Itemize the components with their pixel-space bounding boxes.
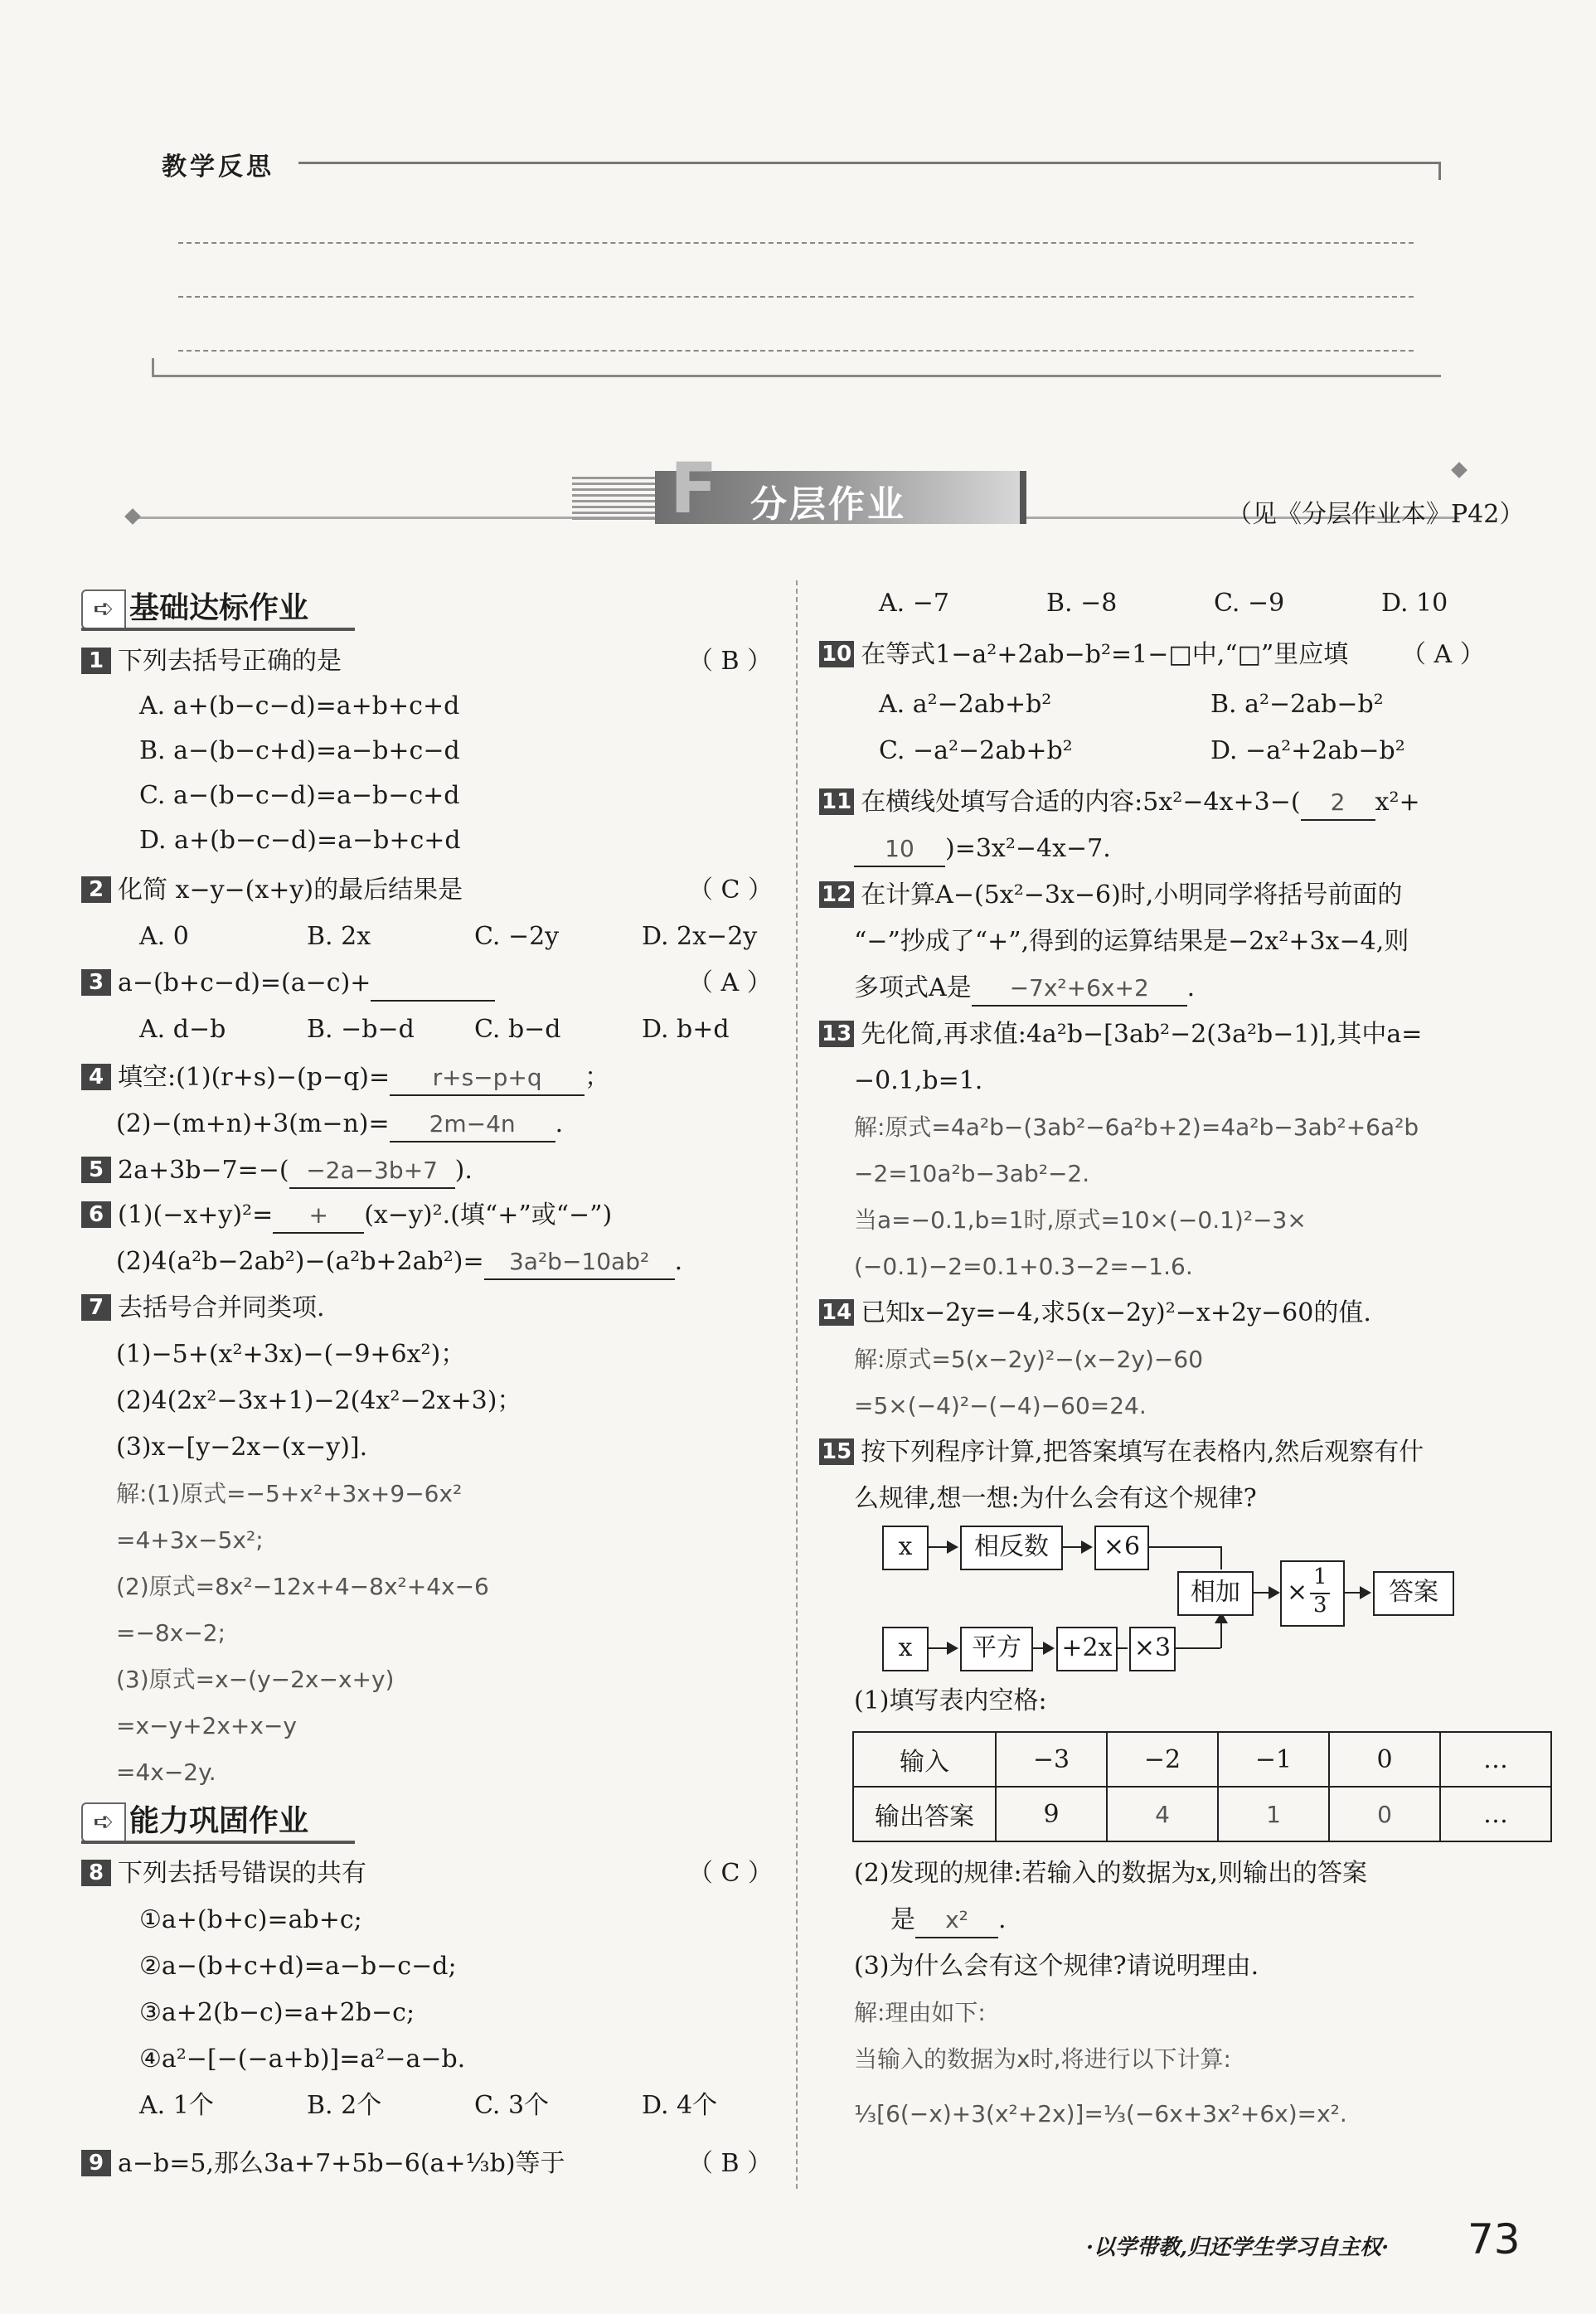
answer-choice: （ C ） (688, 876, 774, 905)
option: D. −a²+2ab−b² (1210, 736, 1405, 765)
banner-reference: （见《分层作业本》P42） (1227, 500, 1525, 529)
answer-choice: （ C ） (688, 1859, 774, 1888)
flow-result: 答案 (1373, 1571, 1454, 1616)
solution-line: =4x−2y. (116, 1759, 216, 1786)
question-10 (819, 638, 1348, 672)
reflection-writing-line (178, 242, 1414, 244)
solution-line: =4+3x−5x²; (116, 1526, 264, 1554)
table-cell: … (1440, 1787, 1551, 1841)
option: A. d−b (139, 1015, 226, 1044)
arrow-head-icon (1081, 1540, 1093, 1554)
flow-connector (1147, 1546, 1220, 1548)
table-cell-handwritten: 4 (1107, 1787, 1218, 1841)
question-stem: 么规律,想一想:为什么会有这个规律? (854, 1484, 1257, 1513)
flow-step-add: 相加 (1177, 1571, 1254, 1616)
section-heading-label: 能力巩固作业 (129, 1804, 309, 1838)
option: B. a−(b−c+d)=a−b+c−d (139, 736, 460, 765)
question-stem: 在计算A−(5x²−3x−6)时,小明同学将括号前面的 (861, 880, 1403, 910)
table-cell: −1 (1218, 1732, 1329, 1787)
table-cell: −2 (1107, 1732, 1218, 1787)
option: B. a²−2ab−b² (1210, 690, 1384, 719)
flow-step-times-third (1280, 1560, 1345, 1627)
question-15-part-2: (2)发现的规律:若输入的数据为x,则输出的答案 (854, 1859, 1368, 1888)
handwritten-answer: 2 (1301, 786, 1375, 821)
table-cell: −3 (996, 1732, 1107, 1787)
question-15-part-3: (3)为什么会有这个规律?请说明理由. (854, 1952, 1259, 1981)
column-divider (796, 580, 798, 2189)
question-stem: 2a+3b−7=−( (118, 1156, 289, 1185)
question-number: 11 (819, 788, 854, 815)
question-stem: 下列去括号正确的是 (118, 647, 342, 676)
option: D. 2x−2y (642, 922, 758, 951)
solution-line: =x−y+2x+x−y (116, 1712, 297, 1739)
question-8 (81, 1857, 366, 1890)
question-number: 13 (819, 1021, 854, 1047)
question-4-part-2 (116, 1108, 563, 1142)
sub-item: ①a+(b+c)=ab+c; (139, 1905, 362, 1934)
question-number: 3 (81, 969, 111, 996)
question-stem: −0.1,b=1. (854, 1066, 983, 1095)
solution-line: 当输入的数据为x时,将进行以下计算: (854, 2045, 1231, 2073)
reflection-bottom-rule (152, 375, 1441, 377)
question-number: 1 (81, 648, 111, 674)
solution-line: (3)原式=x−(y−2x−x+y) (116, 1666, 395, 1693)
handwritten-answer: −2a−3b+7 (289, 1154, 455, 1189)
reflection-right-edge (1438, 162, 1441, 180)
section-heading-ability (81, 1797, 355, 1844)
section-heading-basic (81, 585, 355, 631)
flow-arrow (1116, 1647, 1128, 1649)
handwritten-answer: + (273, 1199, 364, 1234)
question-stem: (2)4(a²b−2ab²)−(a²b+2ab²)= (116, 1247, 484, 1276)
option: D. a+(b−c−d)=a−b+c+d (139, 826, 461, 855)
question-stem: a−(b+c−d)=(a−c)+ (118, 968, 371, 997)
question-4 (81, 1061, 609, 1096)
question-number: 9 (81, 2150, 111, 2176)
option: D. 4个 (642, 2091, 718, 2120)
option: A. 0 (139, 922, 189, 951)
question-11-continued (854, 832, 1111, 867)
reflection-left-edge (152, 358, 154, 376)
question-7 (81, 1292, 325, 1325)
solution-line: (2)原式=8x²−12x+4−8x²+4x−6 (116, 1573, 489, 1600)
footer-slogan: ·以学带教,归还学生学习自主权· (1086, 2235, 1390, 2260)
arrow-icon: ➪ (81, 1802, 126, 1842)
reflection-title: 教学反思 (162, 153, 274, 182)
solution-line: −2=10a²b−3ab²−2. (854, 1160, 1090, 1187)
question-stem-end: )=3x²−4x−7. (945, 834, 1111, 863)
flow-connector (1174, 1647, 1220, 1649)
option: C. b−d (474, 1015, 561, 1044)
banner-diamond-left (124, 508, 141, 525)
question-6-part-2 (116, 1245, 682, 1280)
question-stem: 先化简,再求值:4a²b−[3ab²−2(3a²b−1)],其中a= (861, 1020, 1423, 1049)
fraction-denominator: 3 (1313, 1593, 1327, 1618)
question-12-answer-line (854, 972, 1195, 1007)
solution-line: 解:理由如下: (854, 1999, 986, 2026)
section-heading-underline (81, 1841, 355, 1844)
page-number: 73 (1467, 2215, 1521, 2263)
answer-blank (371, 967, 495, 1002)
question-stem-end: x²+ (1375, 788, 1420, 817)
handwritten-answer: 2m−4n (390, 1108, 555, 1142)
punctuation: . (555, 1109, 564, 1138)
question-stem: “−”抄成了“+”,得到的运算结果是−2x²+3x−4,则 (854, 927, 1409, 956)
question-stem: (1)(−x+y)²= (118, 1201, 274, 1230)
question-14 (819, 1297, 1371, 1330)
io-table (852, 1731, 1552, 1842)
punctuation: ； (585, 1063, 610, 1092)
answer-choice: （ A ） (1401, 640, 1485, 669)
table-cell: 0 (1329, 1732, 1440, 1787)
option: B. 2个 (307, 2091, 382, 2120)
question-number: 7 (81, 1294, 111, 1321)
question-13 (819, 1018, 1422, 1051)
question-number: 12 (819, 881, 854, 908)
question-15 (819, 1436, 1424, 1469)
question-stem: 是 (890, 1905, 915, 1934)
question-stem: 去括号合并同类项. (118, 1293, 325, 1322)
banner-stripes (572, 477, 663, 520)
table-cell: … (1440, 1732, 1551, 1787)
times-sign: × (1287, 1578, 1308, 1607)
table-cell: 9 (996, 1787, 1107, 1841)
solution-line: 解:原式=4a²b−(3ab²−6a²b+2)=4a²b−3ab²+6a²b (854, 1113, 1419, 1141)
question-number: 5 (81, 1157, 111, 1183)
punctuation: . (674, 1247, 683, 1276)
punctuation: . (998, 1905, 1007, 1934)
reflection-writing-line (178, 350, 1414, 352)
sub-item: ④a²−[−(−a+b)]=a²−a−b. (139, 2045, 466, 2074)
question-number: 14 (819, 1299, 854, 1326)
flow-step-times3: ×3 (1129, 1627, 1176, 1671)
question-stem: 已知x−2y=−4,求5(x−2y)²−x+2y−60的值. (861, 1298, 1371, 1327)
question-stem: (2)−(m+n)+3(m−n)= (116, 1109, 390, 1138)
solution-line: =5×(−4)²−(−4)−60=24. (854, 1392, 1147, 1419)
table-header-cell: 输入 (853, 1732, 996, 1787)
arrow-head-icon (1360, 1586, 1371, 1599)
table-cell-handwritten: 1 (1218, 1787, 1329, 1841)
question-3 (81, 967, 495, 1002)
handwritten-answer: x² (915, 1904, 998, 1938)
option: D. 10 (1381, 589, 1448, 618)
option: C. −2y (474, 922, 560, 951)
handwritten-answer: r+s−p+q (390, 1061, 585, 1096)
solution-line: 解:原式=5(x−2y)²−(x−2y)−60 (854, 1346, 1204, 1373)
option: C. −a²−2ab+b² (879, 736, 1073, 765)
question-1 (81, 645, 342, 678)
question-15-part-1: (1)填写表内空格: (854, 1686, 1047, 1715)
arrow-head-icon (947, 1540, 958, 1554)
question-number: 10 (819, 641, 854, 667)
sub-item: ②a−(b+c+d)=a−b−c−d; (139, 1952, 457, 1981)
section-heading-label: 基础达标作业 (129, 591, 309, 625)
reflection-writing-line (178, 296, 1414, 298)
flow-step-negate: 相反数 (960, 1526, 1063, 1570)
question-5 (81, 1154, 473, 1189)
sub-item: (2)4(2x²−3x+1)−2(4x²−2x+3)； (116, 1386, 522, 1415)
arrow-head-icon (1043, 1642, 1055, 1655)
question-number: 4 (81, 1064, 111, 1090)
table-row (853, 1732, 1551, 1787)
question-number: 2 (81, 876, 111, 903)
question-stem: a−b=5,那么3a+7+5b−6(a+⅓b)等于 (118, 2149, 565, 2178)
question-15-part-2-answer (890, 1904, 1007, 1938)
flow-step-plus2x: +2x (1056, 1627, 1118, 1671)
flow-step-square: 平方 (960, 1627, 1033, 1671)
table-header-cell: 输出答案 (853, 1787, 996, 1841)
option: A. a²−2ab+b² (879, 690, 1052, 719)
option: A. 1个 (139, 2091, 214, 2120)
fraction-numerator: 1 (1313, 1564, 1327, 1589)
question-number: 6 (81, 1201, 111, 1228)
table-row (853, 1787, 1551, 1841)
question-stem: 化简 x−y−(x+y)的最后结果是 (118, 876, 463, 905)
question-9 (81, 2147, 565, 2181)
question-stem: 在等式1−a²+2ab−b²=1−□中,“□”里应填 (861, 640, 1349, 669)
answer-choice: （ B ） (688, 647, 773, 676)
question-number: 8 (81, 1860, 111, 1886)
flow-input-x: x (882, 1526, 929, 1570)
sub-item: ③a+2(b−c)=a+2b−c; (139, 1998, 415, 2027)
punctuation: . (1186, 973, 1196, 1002)
option: C. 3个 (474, 2091, 550, 2120)
question-number: 15 (819, 1438, 854, 1465)
section-heading-underline (81, 628, 355, 631)
arrow-icon: ➪ (81, 589, 126, 629)
flow-step-times6: ×6 (1094, 1526, 1149, 1570)
solution-line: 解:(1)原式=−5+x²+3x+9−6x² (116, 1480, 463, 1507)
solution-line: 当a=−0.1,b=1时,原式=10×(−0.1)²−3× (854, 1206, 1307, 1234)
flow-connector (1220, 1546, 1222, 1569)
punctuation: ). (454, 1156, 473, 1185)
option: A. a+(b−c−d)=a+b+c+d (139, 691, 460, 720)
answer-choice: （ A ） (688, 968, 772, 997)
question-stem: 填空:(1)(r+s)−(p−q)= (118, 1063, 391, 1092)
handwritten-answer: 3a²b−10ab² (484, 1245, 675, 1280)
answer-choice: （ B ） (688, 2149, 773, 2178)
option: C. a−(b−c−d)=a−b−c+d (139, 781, 460, 810)
sub-item: (1)−5+(x²+3x)−(−9+6x²)； (116, 1340, 466, 1369)
option: D. b+d (642, 1015, 730, 1044)
solution-line: =−8x−2; (116, 1619, 226, 1647)
question-stem: 在横线处填写合适的内容:5x²−4x+3−( (861, 788, 1301, 817)
question-2 (81, 874, 463, 907)
banner-letter: F (670, 448, 718, 529)
option: B. 2x (307, 922, 371, 951)
question-stem: 多项式A是 (854, 973, 972, 1002)
flow-input-x: x (882, 1627, 929, 1671)
handwritten-answer: 10 (854, 832, 945, 867)
sub-item: (3)x−[y−2x−(x−y)]. (116, 1433, 368, 1462)
question-12 (819, 879, 1402, 912)
question-stem: 下列去括号错误的共有 (118, 1859, 366, 1888)
option: B. −b−d (307, 1015, 415, 1044)
arrow-head-icon (1269, 1586, 1280, 1599)
banner-title: 分层作业 (750, 483, 906, 526)
solution-line: (−0.1)−2=0.1+0.3−2=−1.6. (854, 1253, 1193, 1280)
arrow-head-icon (947, 1642, 958, 1655)
option: B. −8 (1046, 589, 1118, 618)
question-stem-end: (x−y)².(填“+”或“−”) (364, 1201, 613, 1230)
question-6 (81, 1199, 612, 1234)
banner-diamond-right (1451, 462, 1467, 478)
reflection-top-rule (298, 162, 1441, 164)
table-cell-handwritten: 0 (1329, 1787, 1440, 1841)
question-stem: 按下列程序计算,把答案填写在表格内,然后观察有什 (861, 1438, 1424, 1467)
option: C. −9 (1214, 589, 1285, 618)
question-11 (819, 786, 1420, 821)
solution-line: ⅓[6(−x)+3(x²+2x)]=⅓(−6x+3x²+6x)=x². (854, 2100, 1347, 2127)
handwritten-answer: −7x²+6x+2 (972, 972, 1187, 1007)
option: A. −7 (879, 589, 949, 618)
